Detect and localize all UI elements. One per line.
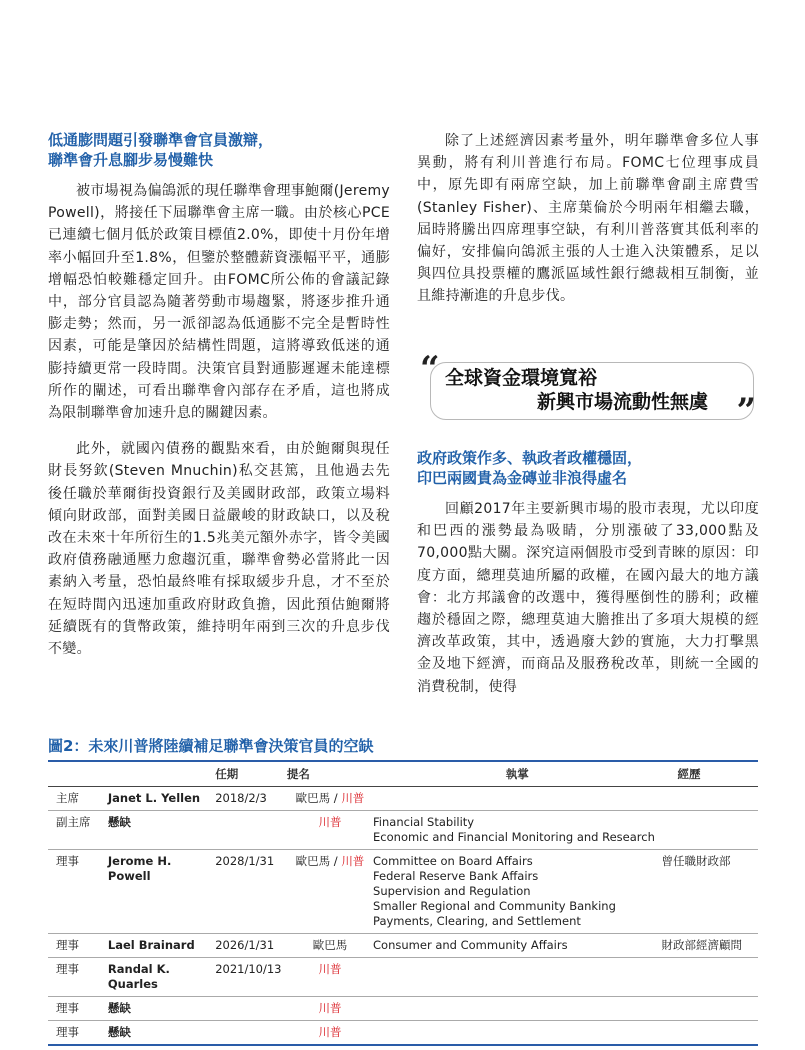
right-column-lower: [417, 448, 759, 698]
right-column: [417, 130, 759, 308]
role-cell: 理事: [56, 854, 79, 868]
body-paragraph: 除了上述經濟因素考量外，明年聯準會多位人事異動，將有利川普進行布局。FOMC七位理事成員中，原先即有兩席空缺，加上前聯準會副主席費雪(Stanley Fisher)、主席葉倫於今明兩年相繼去職，屆時將騰出四席理事空缺，有利川普落實其低利率的偏好，安排偏向鴿派主張的人士進入決策體系，足以與四位具投票權的鷹派區域性銀行總裁相互制衡，並且維持漸進的升息步伐。: [417, 133, 759, 305]
column-header: [48, 761, 108, 787]
role-cell: 理事: [56, 938, 79, 952]
term-cell: [215, 811, 287, 850]
table-row: [48, 787, 758, 811]
term-cell: [215, 1021, 287, 1046]
table-row: [48, 997, 758, 1021]
duty-item: Financial Stability: [373, 815, 475, 829]
left-column: [48, 130, 390, 660]
nominator-trump: 川普: [318, 1025, 342, 1039]
experience-cell: [662, 958, 758, 997]
name-cell: 懸缺: [107, 1025, 131, 1039]
name-cell: Janet L. Yellen: [107, 791, 201, 805]
heading-line: 印巴兩國貴為金磚並非浪得虛名: [417, 469, 628, 487]
column-header: 經歷: [662, 761, 758, 787]
pull-quote: [420, 349, 760, 431]
nominator-text: 歐巴馬 /: [295, 854, 342, 868]
duties-cell: [373, 1021, 662, 1046]
duties-cell: [373, 850, 662, 934]
nominator-cell: [287, 811, 373, 850]
duty-item: Supervision and Regulation: [373, 884, 531, 898]
term-cell: [215, 997, 287, 1021]
table-header-row: [48, 761, 758, 787]
open-quote-icon: “: [420, 349, 440, 389]
name-cell: Jerome H. Powell: [107, 854, 172, 883]
term-cell: 2021/10/13: [215, 962, 282, 976]
nominator-cell: [287, 1021, 373, 1046]
duties-cell: [373, 811, 662, 850]
column-header: 任期: [215, 761, 287, 787]
body-paragraph: 被市場視為偏鴿派的現任聯準會理事鮑爾(Jeremy Powell)，將接任下屆聯準會主席一職。由於核心PCE已連續七個月低於政策目標值2.0%，即使十月份年增率小幅回升至1.8%，但鑒於整體薪資漲幅平平，通膨增幅恐怕較難穩定回升。由FOMC所公佈的會議記錄中，部分官員認為隨著勞動市場趨緊，將逐步推升通膨走勢；然而，另一派卻認為低通膨不完全是暫時性因素，可能是肇因於結構性問題，這將導致低迷的通膨持續更常一段時間。決策官員對通膨遲遲未能達標所作的闡述，可看出聯準會內部存在矛盾，這也將成為限制聯準會加速升息的關鍵因素。: [48, 183, 390, 422]
body-paragraph: 此外，就國內債務的觀點來看，由於鮑爾與現任財長努欽(Steven Mnuchin)私交甚篤，且他過去先後任職於華爾街投資銀行及美國財政部，政策立場料傾向財政部，面對美國日益嚴峻的財政缺口，以及稅改在未來十年所衍生的1.5兆美元額外赤字，皆令美國政府債務融通壓力愈趨沉重，聯準會勢必當將此一因素納入考量，恐怕最終唯有採取緩步升息，才不至於在短時間內迅速加重政府財政負擔，因此預估鮑爾將延續既有的貨幣政策，維持明年兩到三次的升息步伐不變。: [48, 441, 390, 658]
heading-line: 低通膨問題引發聯準會官員激辯，: [48, 131, 274, 149]
duties-cell: [373, 934, 662, 958]
table-row: [48, 1021, 758, 1046]
heading-line: 聯準會升息腳步易慢難快: [48, 151, 214, 169]
pull-quote-line: 全球資金環境寬裕: [445, 367, 598, 389]
section-heading-1: [48, 130, 390, 170]
role-cell: 理事: [56, 1025, 79, 1039]
name-cell: Lael Brainard: [107, 938, 195, 952]
close-quote-icon: ”: [736, 391, 756, 431]
duty-item: Payments, Clearing, and Settlement: [373, 914, 581, 928]
nominator-trump: 川普: [341, 791, 365, 805]
duty-item: Consumer and Community Affairs: [373, 938, 568, 952]
body-paragraph: 回顧2017年主要新興市場的股市表現，尤以印度和巴西的漲勢最為吸睛，分別漲破了33,000點及70,000點大關。深究這兩個股市受到青睞的原因：印度方面，總理莫迪所屬的政權，在國內最大的地方議會：北方邦議會的改選中，獲得壓倒性的勝利；政權趨於穩固之際，總理莫迪大膽推出了多項大規模的經濟改革政策，其中，透過廢大鈔的實施，大力打擊黑金及地下經濟，而商品及服務稅改革，則統一全國的消費稅制，使得: [417, 501, 759, 695]
role-cell: 副主席: [56, 815, 91, 829]
column-header: 提名: [287, 761, 373, 787]
duties-cell: [373, 787, 662, 811]
term-cell: 2028/1/31: [215, 854, 275, 868]
term-cell: 2018/2/3: [215, 791, 267, 805]
fed-officials-table: [48, 760, 758, 1046]
duty-item: Smaller Regional and Community Banking: [373, 899, 616, 913]
role-cell: 理事: [56, 962, 79, 976]
duties-cell: [373, 997, 662, 1021]
heading-line: 政府政策作多、執政者政權穩固，: [417, 449, 643, 467]
experience-cell: 財政部經濟顧問: [661, 938, 743, 952]
nominator-cell: [287, 850, 373, 934]
nominator-text: 歐巴馬: [312, 938, 348, 952]
experience-cell: [662, 787, 758, 811]
name-cell: 懸缺: [107, 815, 131, 829]
duty-item: Federal Reserve Bank Affairs: [373, 869, 539, 883]
experience-cell: [662, 1021, 758, 1046]
nominator-text: 歐巴馬 /: [295, 791, 342, 805]
duty-item: Committee on Board Affairs: [373, 854, 533, 868]
name-cell: Randal K. Quarles: [107, 962, 170, 991]
nominator-trump: 川普: [341, 854, 365, 868]
name-cell: 懸缺: [107, 1001, 131, 1015]
section-heading-2: [417, 448, 759, 488]
nominator-cell: [287, 787, 373, 811]
pull-quote-line: 新興市場流動性無虞: [537, 391, 709, 413]
duties-cell: [373, 958, 662, 997]
table-row: [48, 934, 758, 958]
table-row: [48, 850, 758, 934]
nominator-trump: 川普: [318, 1001, 342, 1015]
nominator-cell: [287, 997, 373, 1021]
nominator-trump: 川普: [318, 815, 342, 829]
figure-title: 圖2：未來川普將陸續補足聯準會決策官員的空缺: [48, 737, 374, 755]
table-row: [48, 958, 758, 997]
nominator-trump: 川普: [318, 962, 342, 976]
term-cell: 2026/1/31: [215, 938, 275, 952]
role-cell: 理事: [56, 1001, 79, 1015]
role-cell: 主席: [56, 791, 79, 805]
experience-cell: [662, 811, 758, 850]
table-row: [48, 811, 758, 850]
duty-item: Economic and Financial Monitoring and Research: [373, 830, 655, 844]
nominator-cell: [287, 934, 373, 958]
column-header: [108, 761, 215, 787]
experience-cell: 曾任職財政部: [661, 854, 731, 868]
column-header: 執掌: [373, 761, 662, 787]
nominator-cell: [287, 958, 373, 997]
experience-cell: [662, 997, 758, 1021]
